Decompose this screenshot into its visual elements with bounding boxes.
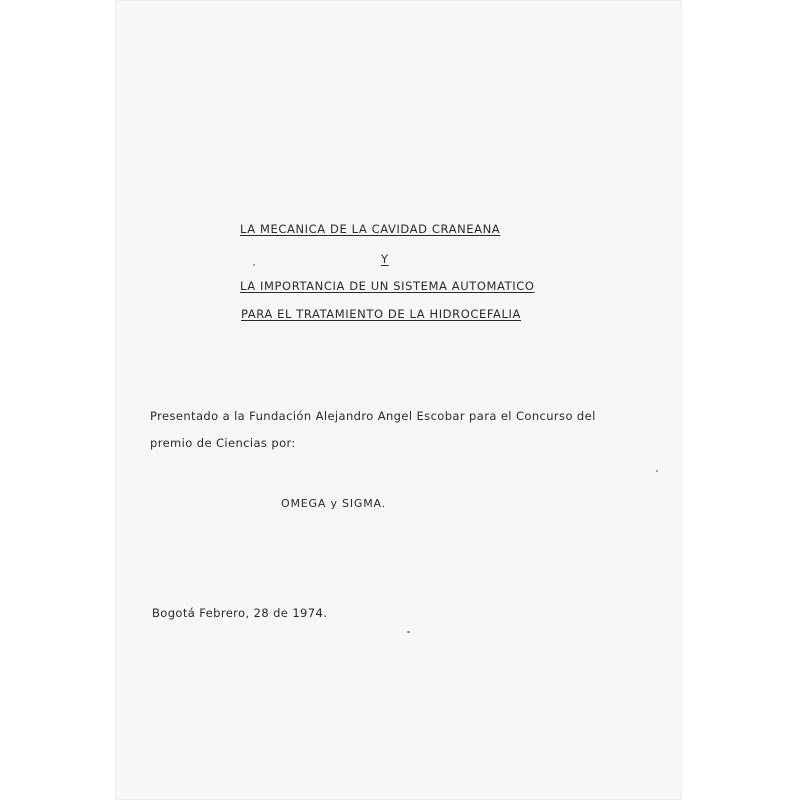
paper-speck	[407, 631, 410, 633]
title-line-conjunction: Y	[381, 252, 389, 266]
document-page	[115, 0, 682, 800]
authors-line: OMEGA y SIGMA.	[281, 497, 386, 510]
title-line-3: LA IMPORTANCIA DE UN SISTEMA AUTOMATICO	[240, 279, 535, 293]
paper-speck	[253, 264, 255, 266]
presentation-line-2: premio de Ciencias por:	[150, 436, 296, 450]
title-line-1: LA MECANICA DE LA CAVIDAD CRANEANA	[240, 222, 501, 236]
presentation-line-1: Presentado a la Fundación Alejandro Angel Escobar para el Concurso del	[150, 409, 596, 423]
paper-speck	[656, 470, 658, 472]
place-date-line: Bogotá Febrero, 28 de 1974.	[152, 606, 328, 620]
title-line-4: PARA EL TRATAMIENTO DE LA HIDROCEFALIA	[241, 307, 521, 321]
